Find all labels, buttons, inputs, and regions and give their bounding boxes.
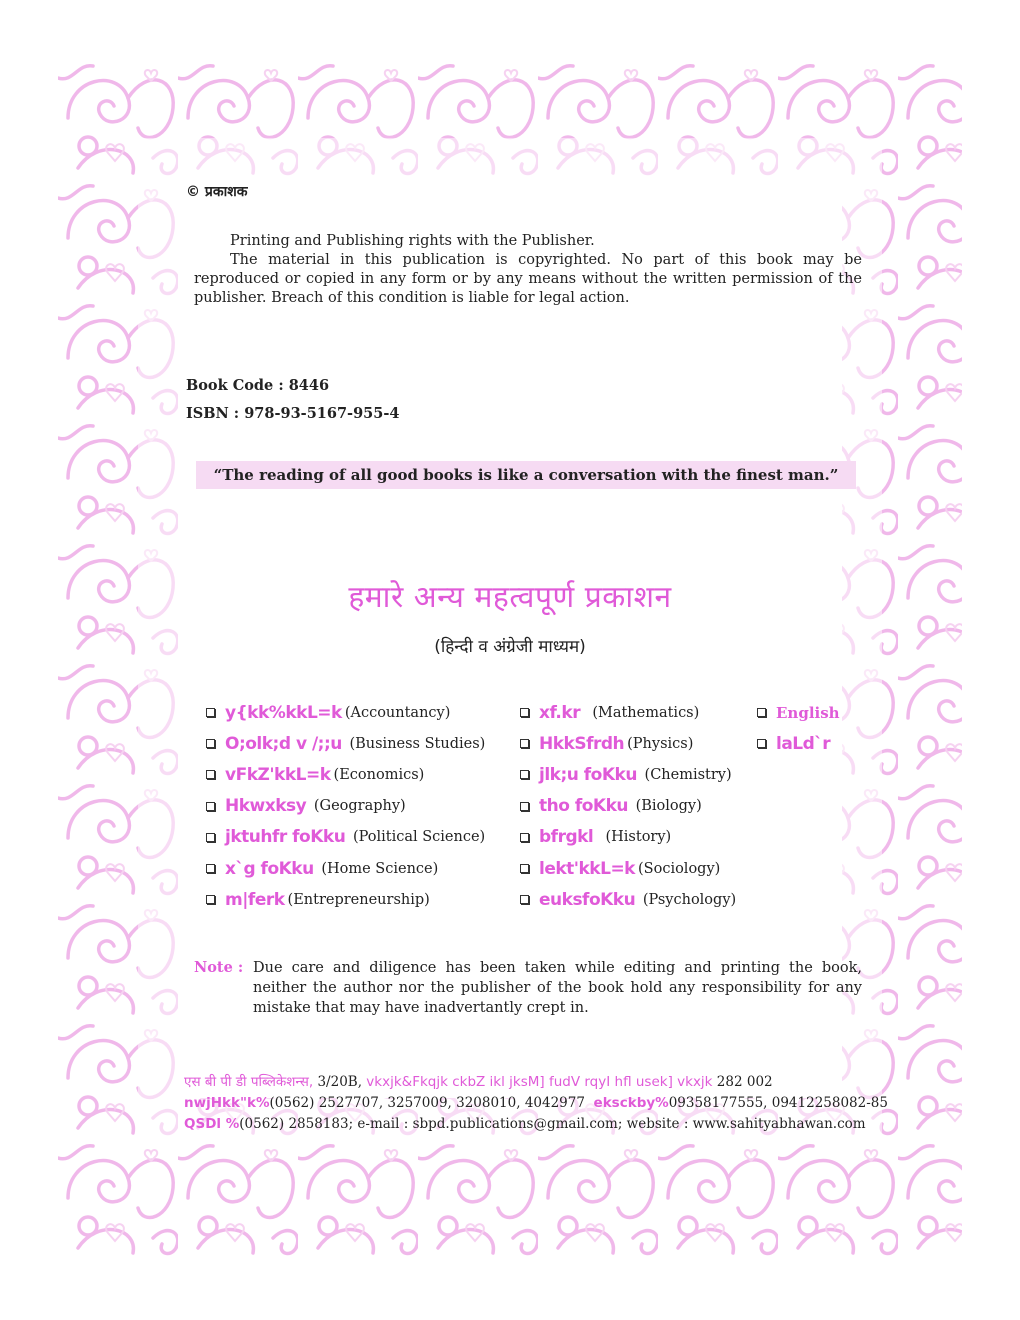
rights-statement [194,232,862,308]
isbn: ISBN : 978-93-5167-955-4 [186,405,400,422]
list-item [520,791,736,822]
publications-title: हमारे अन्य महत्वपूर्ण प्रकाशन [348,580,672,615]
subject-hindi: bfrgkl [539,827,594,848]
square-bullet-icon [206,708,215,717]
rights-line-2: The material in this publication is copyrighted. No part of this book may be reproduced or copied in any form or by any means without the written permission of the publisher. Breach of this condition is liable for legal action. [194,252,862,306]
list-item [757,697,840,728]
mobile-label: eksckby% [593,1095,669,1111]
address-hindi: vkxjk&Fkqjk ckbZ ikl jksM] fudV rqyI hfl usek] vkxjk [366,1074,713,1090]
subject-sanskrit: laLd`r [776,733,831,754]
subject-english: (Geography) [313,798,406,815]
square-bullet-icon [206,833,215,842]
square-bullet-icon [520,833,529,842]
square-bullet-icon [520,739,529,748]
list-item [520,822,736,853]
subject-hindi: jktuhfr foKku [225,827,346,848]
subject-hindi: lekt'kkL=k [539,858,635,879]
list-item [206,697,485,728]
list-item [520,759,736,790]
list-item [520,853,736,884]
subject-hindi: jlk;u foKku [539,764,637,785]
phone-label: nwjHkk"k% [184,1095,270,1111]
subjects-column-1 [206,697,485,915]
disclaimer-note [194,958,862,1018]
copyright-label: © प्रकाशक [186,184,248,200]
footer-phone-line [184,1093,888,1114]
subjects-column-3 [757,697,840,759]
subject-hindi: euksfoKku [539,889,636,910]
fax-label: QSDl % [184,1116,240,1132]
square-bullet-icon [206,864,215,873]
mobile-numbers: 09358177555, 09412258082-85 [668,1095,888,1111]
list-item [206,884,485,915]
square-bullet-icon [520,895,529,904]
footer-address-line [184,1072,884,1093]
fax-email-website: (0562) 2858183; e-mail : sbpd.publications@gmail.com; website : www.sahityabhawan.com [239,1116,866,1132]
subject-hindi: y{kk%kkL=k [225,702,342,723]
list-item [206,853,485,884]
subject-english: (Entrepreneurship) [287,891,430,908]
subject-english: (Chemistry) [644,766,732,783]
square-bullet-icon [520,864,529,873]
note-text: Due care and diligence has been taken while editing and printing the book, neither the author nor the publisher of the book hold any responsibility for any mistake that may have inadvertantly crept in. [253,960,862,1016]
address-english: 3/20B, [313,1074,367,1090]
medium-subtitle: (हिन्दी व अंग्रेजी माध्यम) [434,637,586,657]
subject-english: (Biology) [635,798,702,815]
subject-hindi: tho foKku [539,796,628,817]
subject-hindi: m|ferk [225,889,285,910]
subject-hindi: HkkSfrdh [539,733,625,754]
subject-english: (Sociology) [638,860,721,877]
list-item [757,728,840,759]
subject-hindi: xf.kr [539,702,581,723]
list-item [520,697,736,728]
subject-hindi: x`g foKku [225,858,314,879]
publisher-footer [184,1072,888,1135]
address-pin: 282 002 [712,1074,773,1090]
square-bullet-icon [206,802,215,811]
square-bullet-icon [206,770,215,779]
publisher-name: एस बी पी डी पब्लिकेशन्स, [184,1074,314,1090]
square-bullet-icon [520,802,529,811]
subject-hindi: O;olk;d v /;;u [225,733,342,754]
book-codes [186,372,399,428]
list-item [206,728,485,759]
square-bullet-icon [520,708,529,717]
subject-english: (Economics) [333,766,425,783]
subject-english: (History) [605,829,672,846]
footer-fax-line [184,1114,884,1135]
subject-english: (Accountancy) [344,704,451,721]
subject-english: (Business Studies) [349,735,486,752]
subject-english: (Psychology) [642,891,737,908]
subjects-column-2 [520,697,736,915]
square-bullet-icon [757,739,766,748]
list-item [206,822,485,853]
square-bullet-icon [520,770,529,779]
subject-english: (Physics) [627,735,694,752]
square-bullet-icon [757,708,766,717]
list-item [520,884,736,915]
rights-line-1: Printing and Publishing rights with the Publisher. [230,233,595,249]
quote-banner: “The reading of all good books is like a conversation with the finest man.” [196,461,856,489]
book-code: Book Code : 8446 [186,377,330,394]
subject-english: (Political Science) [352,829,486,846]
phone-numbers: (0562) 2527707, 3257009, 3208010, 4042977 [269,1095,585,1111]
list-item [520,728,736,759]
subject-english: (Mathematics) [592,704,700,721]
subject-hindi: Hkwxksy [225,796,307,817]
square-bullet-icon [206,895,215,904]
list-item [206,759,485,790]
note-label: Note : [194,959,244,976]
subject-english: (Home Science) [321,860,439,877]
subject-english-language: English [776,703,840,722]
subject-hindi: vFkZ'kkL=k [225,764,331,785]
square-bullet-icon [206,739,215,748]
list-item [206,791,485,822]
